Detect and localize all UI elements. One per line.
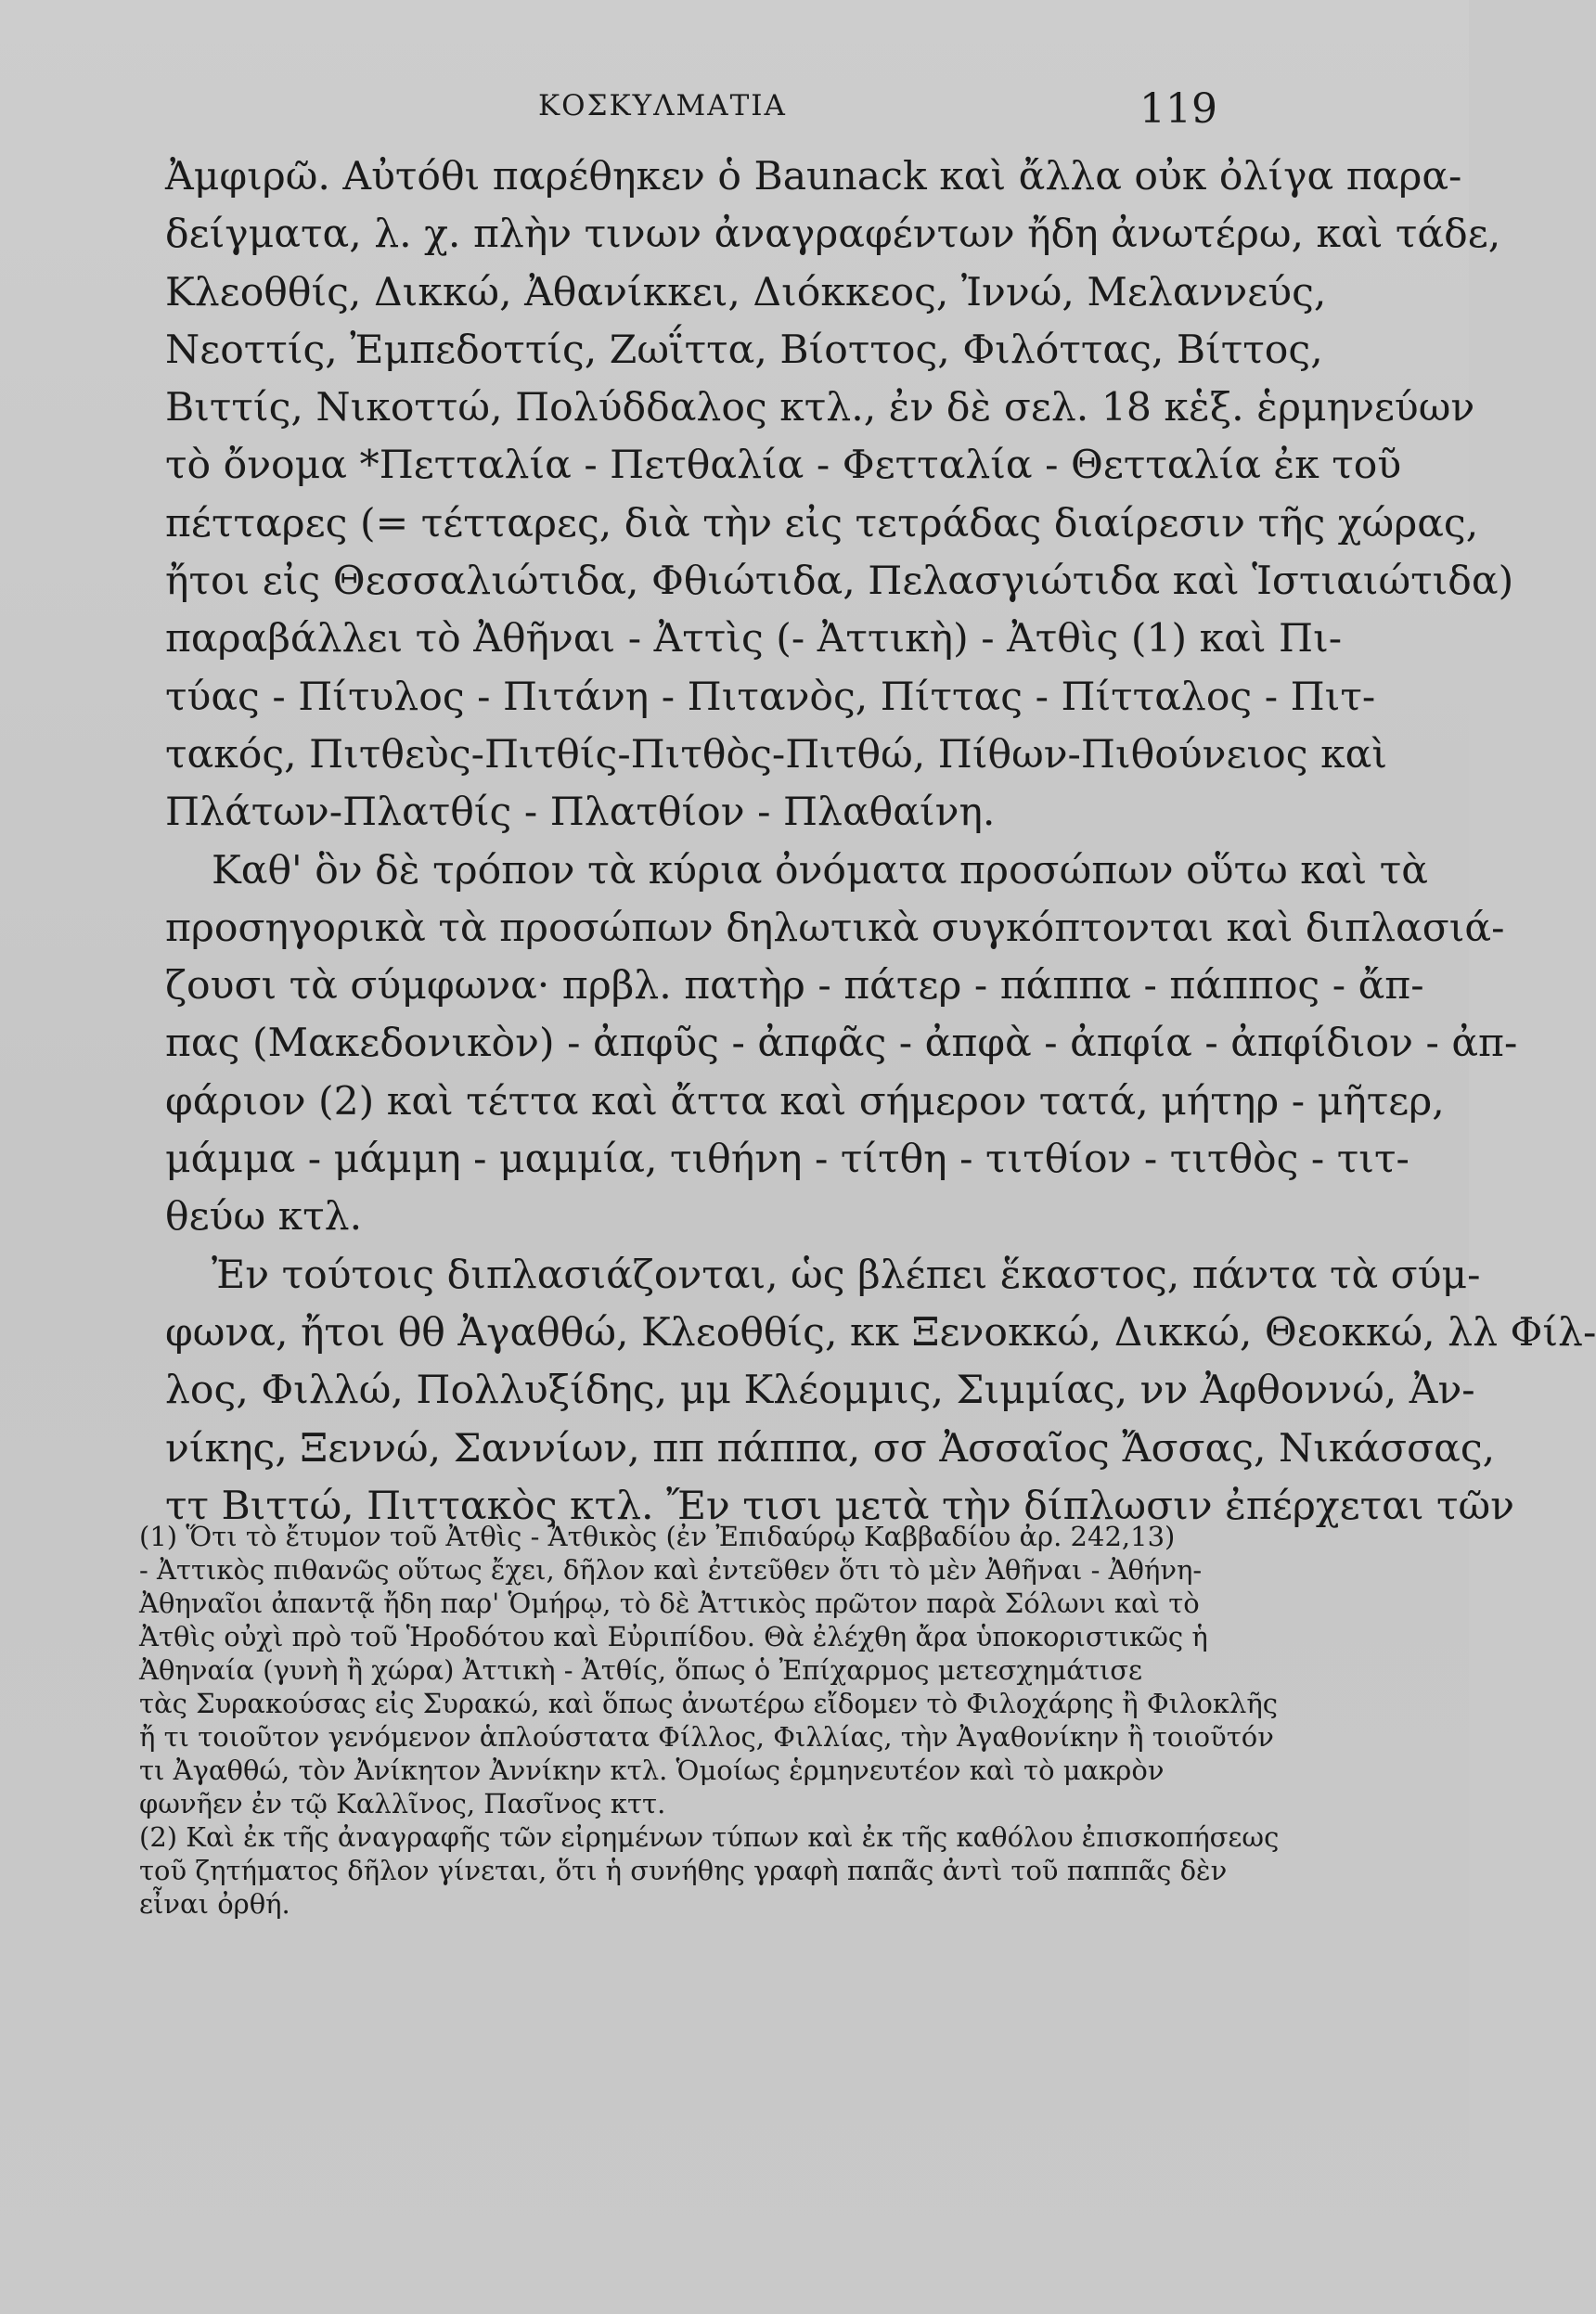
text-line: Καθ' ὃν δὲ τρόπον τὰ κύρια ὀνόματα προσώπων οὕτω καὶ τὰ (212, 847, 1428, 893)
text-line: ττ Βιττώ, Πιττακὸς κτλ. Ἔν τισι μετὰ τὴν δίπλωσιν ἐπέρχεται τῶν (165, 1483, 1515, 1529)
text-line: ἤτοι εἰς Θεσσαλιώτιδα, Φθιώτιδα, Πελασγιώτιδα καὶ Ἱστιαιώτιδα) (165, 559, 1514, 605)
text-line: παραβάλλει τὸ Ἀθῆναι - Ἀττὶς (- Ἀττικὴ) - Ἀτθὶς (1) καὶ Πι- (165, 616, 1343, 662)
text-line: Ἀμφιρῶ. Αὐτόθι παρέθηκεν ὁ Baunack καὶ ἄλλα οὐκ ὀλίγα παρα- (165, 154, 1462, 199)
footnote-line: Ἀθηναία (γυνὴ ἢ χώρα) Ἀττικὴ - Ἀτθίς, ὅπως ὁ Ἐπίχαρμος μετεσχημάτισε (139, 1654, 1143, 1686)
main-text (165, 148, 1596, 1536)
text-line: λος, Φιλλώ, Πολλυξίδης, μμ Κλέομμις, Σιμμίας, νν Ἀφθοννώ, Ἀν- (165, 1368, 1475, 1414)
footnote-line: - Ἀττικὸς πιθανῶς οὕτως ἔχει, δῆλον καὶ ἐντεῦθεν ὅτι τὸ μὲν Ἀθῆναι - Ἀθήνη- (139, 1554, 1203, 1586)
footnote-line: ἤ τι τοιοῦτον γενόμενον ἁπλούστατα Φίλλος, Φιλλίας, τὴν Ἀγαθονίκην ἢ τοιοῦτόν (139, 1721, 1274, 1753)
text-line: πέτταρες (= τέτταρες, διὰ τὴν εἰς τετράδας διαίρεσιν τῆς χώρας, (165, 500, 1479, 546)
text-line: φάριον (2) καὶ τέττα καὶ ἄττα καὶ σήμερον τατά, μήτηρ - μῆτερ, (165, 1078, 1445, 1125)
text-line: Ἐν τούτοις διπλασιάζονται, ὡς βλέπει ἕκαστος, πάντα τὰ σύμ- (212, 1252, 1481, 1298)
text-line: τύας - Πίτυλος - Πιτάνη - Πιτανὸς, Πίττας - Πίτταλος - Πιτ- (165, 674, 1376, 720)
footnote-line: τοῦ ζητήματος δῆλον γίνεται, ὅτι ἡ συνήθης γραφὴ παπᾶς ἀντὶ τοῦ παππᾶς δὲν (139, 1855, 1228, 1886)
text-line: φωνα, ἤτοι θθ Ἀγαθθώ, Κλεοθθίς, κκ Ξενοκκώ, Δικκώ, Θεοκκώ, λλ Φίλ- (165, 1309, 1596, 1356)
text-line: Κλεοθθίς, Δικκώ, Ἀθανίκκει, Διόκκεος, Ἰννώ, Μελαννεύς, (165, 269, 1327, 315)
page-header (0, 85, 1469, 145)
text-line: τὸ ὄνομα *Πετταλία - Πετθαλία - Φετταλία - Θετταλία ἐκ τοῦ (165, 443, 1402, 489)
text-line: τακός, Πιτθεὺς-Πιτθίς-Πιτθὸς-Πιτθώ, Πίθων-Πιθούνειος καὶ (165, 731, 1388, 778)
footnote-line: τι Ἀγαθθώ, τὸν Ἀνίκητον Ἀννίκην κτλ. Ὁμοίως ἑρμηνευτέον καὶ τὸ μακρὸν (139, 1755, 1165, 1786)
text-line: ζουσι τὰ σύμφωνα· πρβλ. πατὴρ - πάτερ - πάππα - πάππος - ἄπ- (165, 963, 1424, 1009)
text-line: προσηγορικὰ τὰ προσώπων δηλωτικὰ συγκόπτονται καὶ διπλασιά- (165, 905, 1505, 951)
footnote-line: (2) Καὶ ἐκ τῆς ἀναγραφῆς τῶν εἰρημένων τύπων καὶ ἐκ τῆς καθόλου ἐπισκοπήσεως (139, 1821, 1280, 1853)
text-line: θεύω κτλ. (165, 1194, 363, 1241)
footnote-line: τὰς Συρακούσας εἰς Συρακώ, καὶ ὅπως ἀνωτέρω εἴδομεν τὸ Φιλοχάρης ἢ Φιλοκλῆς (139, 1688, 1278, 1719)
footnote-line: Ἀτθὶς οὐχὶ πρὸ τοῦ Ἡροδότου καὶ Εὐριπίδου. Θὰ ἐλέχθη ἄρα ὑποκοριστικῶς ἡ (139, 1621, 1208, 1652)
text-line: Βιττίς, Νικοττώ, Πολύδδαλος κτλ., ἐν δὲ σελ. 18 κἑξ. ἑρμηνεύων (165, 385, 1475, 431)
text-line: Νεοττίς, Ἐμπεδοττίς, Ζωΐττα, Βίοττος, Φιλόττας, Βίττος, (165, 327, 1323, 373)
text-line: μάμμα - μάμμη - μαμμία, τιθήνη - τίτθη - τιτθίον - τιτθὸς - τιτ- (165, 1137, 1409, 1183)
text-line: νίκης, Ξεννώ, Σαννίων, ππ πάππα, σσ Ἀσσαῖος Ἄσσας, Νικάσσας, (165, 1425, 1496, 1472)
running-head: ΚΟΣΚΥΛΜΑΤΙΑ (538, 89, 787, 122)
text-line: δείγματα, λ. χ. πλὴν τινων ἀναγραφέντων ἤδη ἀνωτέρω, καὶ τάδε, (165, 212, 1501, 258)
page-number: 119 (1139, 85, 1217, 133)
footnote-line: (1) Ὅτι τὸ ἔτυμον τοῦ Ἀτθὶς - Ἀτθικὸς (ἐν Ἐπιδαύρῳ Καββαδίου ἀρ. 242,13) (139, 1521, 1176, 1552)
footnotes (139, 1520, 1280, 1921)
text-line: Πλάτων-Πλατθίς - Πλατθίον - Πλαθαίνη. (165, 790, 996, 836)
footnote-line: Ἀθηναῖοι ἀπαντᾷ ἤδη παρ' Ὁμήρῳ, τὸ δὲ Ἀττικὸς πρῶτον παρὰ Σόλωνι καὶ τὸ (139, 1588, 1200, 1619)
footnote-line: εἶναι ὀρθή. (139, 1888, 290, 1920)
footnote-line: φωνῆεν ἐν τῷ Καλλῖνος, Πασῖνος κττ. (139, 1788, 666, 1819)
text-line: πας (Μακεδονικὸν) - ἀπφῦς - ἀπφᾶς - ἀπφὰ - ἀπφία - ἀπφίδιον - ἀπ- (165, 1021, 1518, 1067)
